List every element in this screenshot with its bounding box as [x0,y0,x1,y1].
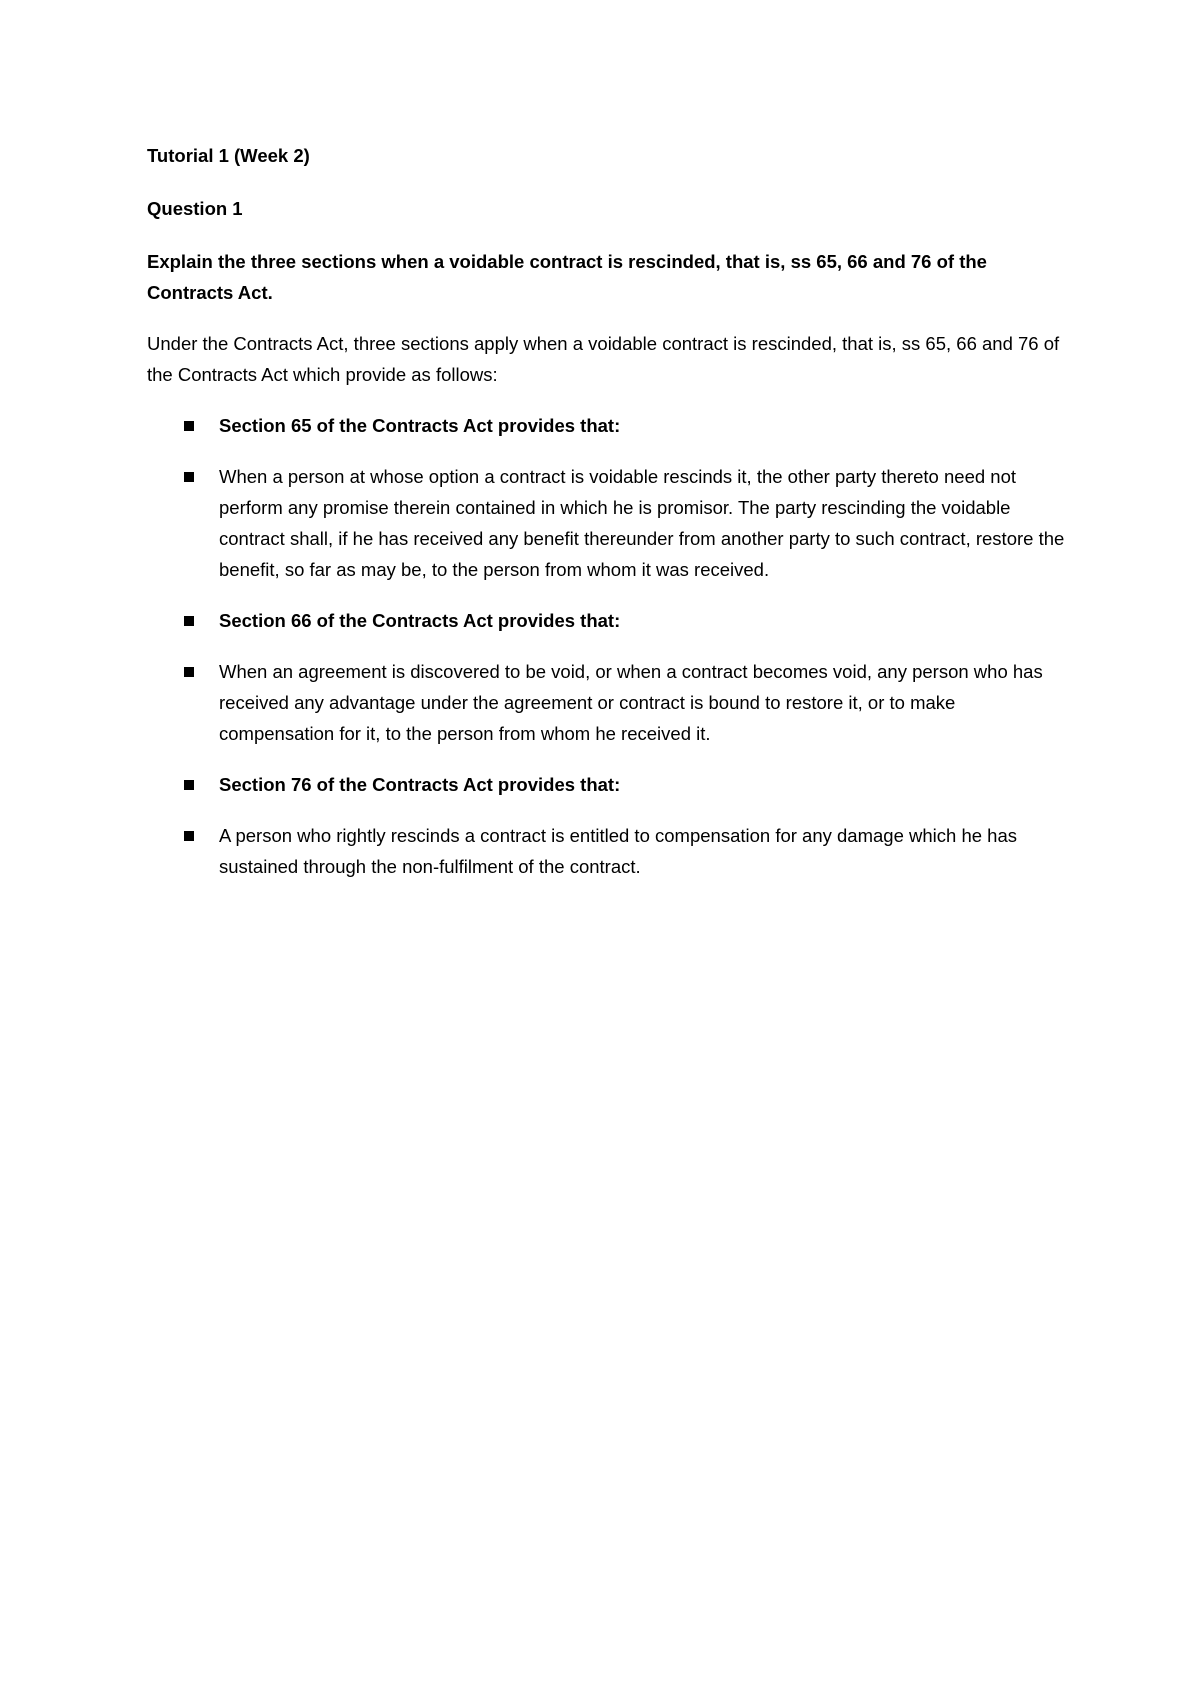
square-bullet-icon [184,616,194,626]
question-prompt: Explain the three sections when a voidable contract is rescinded, that is, ss 65, 66 and 76 of the Contracts Act. [147,251,987,303]
list-item [147,461,1067,585]
list-item-text: When an agreement is discovered to be void, or when a contract becomes void, any person who has received any advantage under the agreement or contract is bound to restore it, or to make compensation for it, to the person from whom he received it. [219,661,1043,744]
list-item [147,820,1067,882]
square-bullet-icon [184,831,194,841]
list-item-text: Section 76 of the Contracts Act provides that: [219,774,621,795]
document-body [147,140,1067,902]
list-item-text: A person who rightly rescinds a contract is entitled to compensation for any damage which he has sustained through the non-fulfilment of the contract. [219,825,1017,877]
list-item-text: When a person at whose option a contract is voidable rescinds it, the other party thereto need not perform any promise therein contained in which he is promisor. The party rescinding the voidable contract shall, if he has received any benefit thereunder from another party to such contract, restore the benefit, so far as may be, to the person from whom it was received. [219,466,1065,580]
square-bullet-icon [184,421,194,431]
intro-paragraph: Under the Contracts Act, three sections apply when a voidable contract is rescinded, that is, ss 65, 66 and 76 of the Contracts Act which provide as follows: [147,333,1060,385]
list-item [147,656,1067,749]
list-item [147,410,1067,441]
square-bullet-icon [184,472,194,482]
bullet-list [147,410,1067,882]
list-item-text: Section 65 of the Contracts Act provides that: [219,415,621,436]
list-item [147,605,1067,636]
question-label: Question 1 [147,198,243,219]
list-item-text: Section 66 of the Contracts Act provides that: [219,610,621,631]
square-bullet-icon [184,667,194,677]
square-bullet-icon [184,780,194,790]
list-item [147,769,1067,800]
document-title: Tutorial 1 (Week 2) [147,145,310,166]
